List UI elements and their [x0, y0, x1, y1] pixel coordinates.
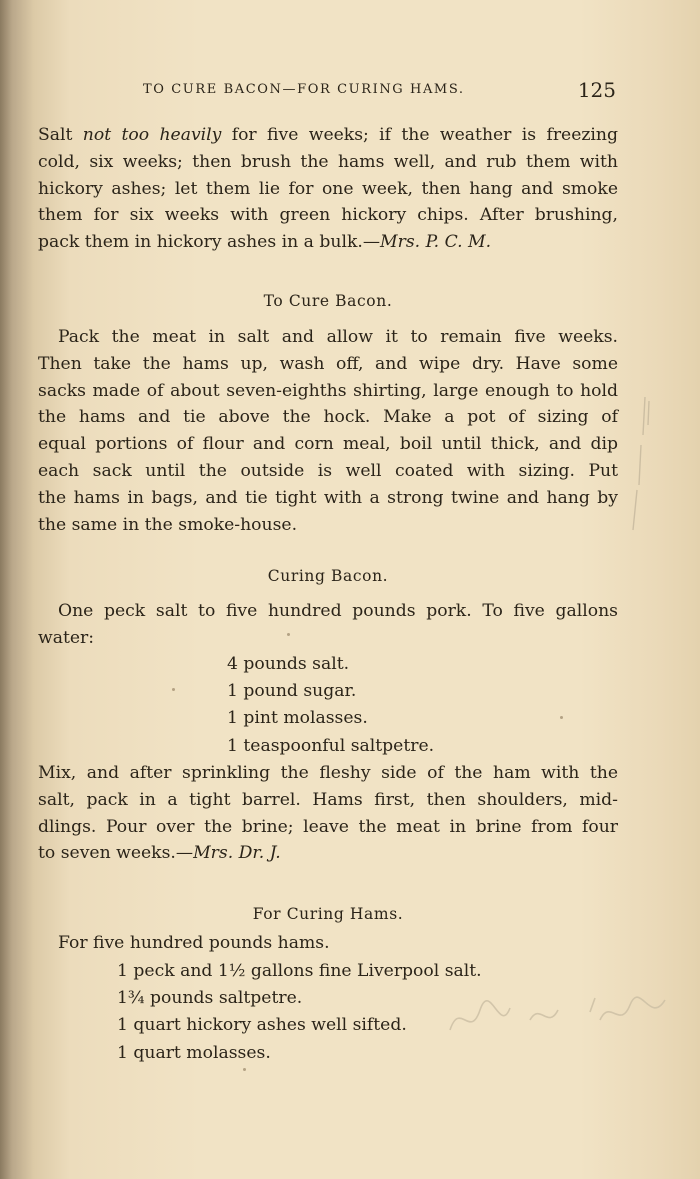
text-line: pack them in hickory ashes in a bulk.—Mrs. P. C. M. [38, 232, 492, 253]
ink-spot [243, 1068, 246, 1071]
text-line: each sack until the outside is well coated with sizing. Put [38, 460, 618, 481]
text-line: hickory ashes; let them lie for one week, then hang and smoke [38, 178, 618, 199]
section-heading: For Curing Hams. [252, 905, 404, 923]
ink-spot [172, 688, 175, 691]
recipe-paragraph [38, 324, 618, 538]
recipe-paragraph [38, 598, 618, 652]
text-line: cold, six weeks; then brush the hams well, and rub them with [38, 151, 618, 172]
ingredient-item: 1 quart hickory ashes well sifted. [117, 1015, 407, 1036]
text-line: dlings. Pour over the brine; leave the meat in brine from four [38, 816, 618, 837]
ink-spot [560, 716, 563, 719]
page-number: 125 [577, 78, 616, 102]
ingredient-item: 1 quart molasses. [117, 1042, 271, 1063]
text-line: Then take the hams up, wash off, and wipe dry. Have some [38, 353, 618, 374]
text-line: the hams in bags, and tie tight with a strong twine and hang by [38, 487, 618, 508]
text-line: water: [38, 627, 95, 648]
ingredient-item: 1 pint molasses. [227, 708, 368, 729]
ingredient-item: 1 pound sugar. [227, 681, 357, 702]
ingredient-list [117, 958, 482, 1067]
text-line: them for six weeks with green hickory chips. After brushing, [38, 205, 618, 226]
text-line: the hams and tie above the hock. Make a pot of sizing of [38, 407, 618, 428]
running-head [143, 78, 616, 104]
text-line: equal portions of flour and corn meal, boil until thick, and dip [38, 434, 618, 455]
text-line: Salt not too heavily for five weeks; if the weather is freezing [38, 125, 618, 145]
ingredient-item: 1 teaspoonful saltpetre. [227, 735, 435, 756]
text-line: For five hundred pounds hams. [58, 933, 330, 953]
running-title: TO CURE BACON—FOR CURING HAMS. [143, 82, 465, 97]
text-line: Pack the meat in salt and allow it to remain five weeks. [58, 327, 618, 347]
ingredient-item: 4 pounds salt. [227, 654, 350, 674]
recipe-paragraph [38, 930, 618, 957]
text-line: the same in the smoke-house. [38, 514, 298, 535]
text-line: One peck salt to five hundred pounds pork. To five gallons [58, 601, 618, 621]
section-heading: Curing Bacon. [267, 567, 389, 585]
method-paragraph [38, 760, 618, 867]
text-line: to seven weeks.—Mrs. Dr. J. [38, 843, 281, 864]
text-line: salt, pack in a tight barrel. Hams first, then shoulders, mid- [38, 789, 618, 810]
ink-spot [287, 633, 290, 636]
ingredient-list [227, 651, 434, 760]
ingredient-item: 1 peck and 1½ gallons fine Liverpool salt. [117, 961, 482, 981]
pencil-scribble [440, 990, 680, 1050]
text-line: Mix, and after sprinkling the fleshy side of the ham with the [38, 763, 618, 783]
section-heading: To Cure Bacon. [263, 292, 393, 310]
intro-paragraph [38, 122, 618, 256]
text-line: sacks made of about seven-eighths shirting, large enough to hold [38, 380, 618, 401]
ingredient-item: 1¾ pounds saltpetre. [117, 988, 303, 1009]
pencil-margin-mark [615, 395, 655, 535]
